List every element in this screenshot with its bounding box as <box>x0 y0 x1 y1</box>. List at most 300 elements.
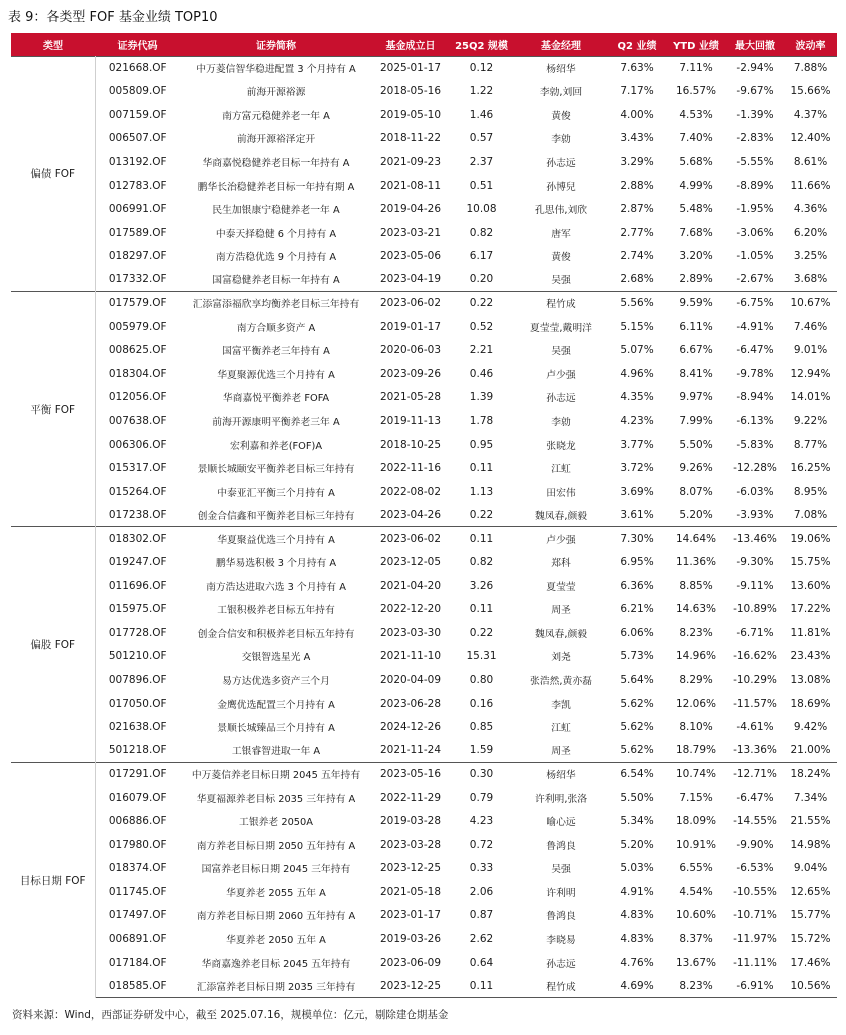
max-drawdown-cell: -1.05% <box>736 250 774 263</box>
fund-code-cell: 006306.OF <box>108 438 167 451</box>
ytd-return-cell: 5.68% <box>679 155 713 168</box>
volatility-cell: 6.20% <box>793 226 828 239</box>
inception-date-cell: 2025-01-17 <box>372 56 449 80</box>
inception-date-cell: 2019-01-17 <box>379 320 442 333</box>
volatility-cell: 12.94% <box>790 367 831 380</box>
fund-code-cell: 017728.OF <box>108 626 167 639</box>
fund-name-cell: 华夏聚益优选三个月持有 A <box>180 527 372 551</box>
q2-return-cell: 5.73% <box>620 650 654 663</box>
fund-name-cell: 华商嘉逸养老目标 2045 五年持有 <box>201 958 351 970</box>
fund-code-cell: 017184.OF <box>108 956 167 969</box>
manager-cell: 李凯 <box>551 699 571 711</box>
manager-cell: 郑科 <box>551 558 571 570</box>
max-drawdown-cell: -12.28% <box>733 462 777 475</box>
volatility-cell: 10.56% <box>784 974 837 998</box>
volatility-cell: 21.55% <box>790 815 831 828</box>
manager-cell: 周圣 <box>514 739 608 763</box>
table-row <box>11 904 837 928</box>
inception-date-cell: 2023-12-25 <box>379 862 442 875</box>
volatility-cell: 16.25% <box>790 462 831 475</box>
volatility-cell: 17.22% <box>790 603 831 616</box>
q2-return-cell: 4.69% <box>608 974 666 998</box>
max-drawdown-cell: -10.89% <box>733 603 777 616</box>
header-type: 类型 <box>11 33 95 56</box>
inception-date-cell: 2023-06-28 <box>379 697 442 710</box>
q2-return-cell: 5.34% <box>620 815 654 828</box>
fund-code-cell: 006886.OF <box>108 815 167 828</box>
fund-name-cell: 国富稳健养老目标一年持有 A <box>180 268 372 292</box>
volatility-cell: 11.81% <box>790 626 831 639</box>
fund-name-cell: 前海开源裕源 <box>246 87 306 99</box>
table-row <box>11 80 837 104</box>
ytd-return-cell: 6.67% <box>679 344 713 357</box>
max-drawdown-cell: -4.61% <box>736 721 774 734</box>
fund-code-cell: 006507.OF <box>108 132 167 145</box>
volatility-cell: 15.77% <box>790 909 831 922</box>
aum-cell: 0.72 <box>469 838 494 851</box>
volatility-cell: 14.98% <box>790 838 831 851</box>
max-drawdown-cell: -6.13% <box>736 414 774 427</box>
fund-name-cell: 交银智选星光 A <box>241 652 311 664</box>
fund-name-cell: 国富平衡养老三年持有 A <box>222 346 330 358</box>
inception-date-cell: 2023-09-26 <box>379 367 442 380</box>
table-row <box>11 221 837 245</box>
q2-return-cell: 5.50% <box>620 791 654 804</box>
volatility-cell: 12.40% <box>790 132 831 145</box>
aum-cell: 0.33 <box>469 862 494 875</box>
inception-date-cell: 2021-11-10 <box>379 650 442 663</box>
source-note: 资料来源：Wind，西部证券研发中心，截至 2025.07.16，规模单位：亿元，剔除建仓期基金 <box>12 1009 449 1021</box>
max-drawdown-cell: -9.11% <box>736 579 774 592</box>
fund-name-cell: 工银睿智进取一年 A <box>180 739 372 763</box>
fund-code-cell: 018585.OF <box>95 974 180 998</box>
aum-cell: 4.23 <box>469 815 494 828</box>
volatility-cell: 12.65% <box>790 885 831 898</box>
aum-cell: 0.11 <box>449 974 514 998</box>
ytd-return-cell: 12.06% <box>675 697 717 710</box>
inception-date-cell: 2022-11-29 <box>379 791 442 804</box>
fund-name-cell: 南方浩稳优选 9 个月持有 A <box>215 252 337 264</box>
table-row <box>11 739 837 763</box>
manager-cell: 许利明 <box>546 887 576 899</box>
volatility-cell: 7.46% <box>793 320 828 333</box>
ytd-return-cell: 7.99% <box>679 414 713 427</box>
max-drawdown-cell: -6.75% <box>726 291 784 315</box>
fund-name-cell: 中泰天择稳健 6 个月持有 A <box>215 228 337 240</box>
aum-cell: 0.57 <box>469 132 494 145</box>
ytd-return-cell: 10.91% <box>675 838 717 851</box>
volatility-cell: 18.24% <box>784 762 837 786</box>
aum-cell: 0.16 <box>469 697 494 710</box>
aum-cell: 2.21 <box>469 344 494 357</box>
ytd-return-cell: 10.74% <box>666 762 726 786</box>
inception-date-cell: 2018-11-22 <box>379 132 442 145</box>
inception-date-cell: 2019-04-26 <box>379 203 442 216</box>
aum-cell: 0.22 <box>449 503 514 527</box>
ytd-return-cell: 4.54% <box>679 885 713 898</box>
header-aum: 25Q2 规模 <box>449 33 514 56</box>
fund-code-cell: 017497.OF <box>108 909 167 922</box>
ytd-return-cell: 5.20% <box>666 503 726 527</box>
inception-date-cell: 2023-05-06 <box>379 250 442 263</box>
table-row <box>11 433 837 457</box>
q2-return-cell: 3.77% <box>620 438 654 451</box>
table-row <box>11 315 837 339</box>
fund-name-cell: 金鹰优选配置三个月持有 A <box>217 699 335 711</box>
max-drawdown-cell: -10.71% <box>733 909 777 922</box>
max-drawdown-cell: -9.67% <box>736 85 774 98</box>
fund-code-cell: 501218.OF <box>95 739 180 763</box>
aum-cell: 2.06 <box>469 885 494 898</box>
inception-date-cell: 2023-06-02 <box>372 291 449 315</box>
max-drawdown-cell: -11.97% <box>733 933 777 945</box>
fund-code-cell: 017980.OF <box>108 838 167 851</box>
table-row <box>11 480 837 504</box>
q2-return-cell: 5.20% <box>620 838 654 851</box>
fund-code-cell: 006991.OF <box>108 203 167 216</box>
q2-return-cell: 4.76% <box>620 956 654 969</box>
table-row <box>11 621 837 645</box>
max-drawdown-cell: -6.71% <box>736 626 774 639</box>
volatility-cell: 14.01% <box>790 391 831 404</box>
table-row <box>11 880 837 904</box>
table-row <box>11 810 837 834</box>
inception-date-cell: 2021-08-11 <box>379 179 442 192</box>
manager-cell: 卢少强 <box>546 369 576 381</box>
fund-name-cell: 景顺长城颐安平衡养老目标三年持有 <box>197 464 355 476</box>
ytd-return-cell: 4.53% <box>679 108 713 121</box>
fund-code-cell: 018304.OF <box>108 367 167 380</box>
manager-cell: 李勍 <box>551 416 571 428</box>
table-row <box>11 197 837 221</box>
table-row <box>11 56 837 80</box>
aum-cell: 0.80 <box>469 673 494 686</box>
max-drawdown-cell: -9.78% <box>736 367 774 380</box>
volatility-cell: 3.68% <box>784 268 837 292</box>
aum-cell: 0.11 <box>469 603 494 616</box>
volatility-cell: 8.95% <box>793 485 828 498</box>
volatility-cell: 9.04% <box>793 862 828 875</box>
max-drawdown-cell: -12.71% <box>726 762 784 786</box>
fund-code-cell: 017050.OF <box>108 697 167 710</box>
q2-return-cell: 4.35% <box>620 391 654 404</box>
inception-date-cell: 2023-04-19 <box>372 268 449 292</box>
aum-cell: 1.39 <box>469 391 494 404</box>
fund-code-cell: 007638.OF <box>108 414 167 427</box>
table-row <box>11 527 837 551</box>
fund-name-cell: 汇添富养老目标日期 2035 三年持有 <box>180 974 372 998</box>
inception-date-cell: 2019-05-10 <box>379 108 442 121</box>
fund-code-cell: 016079.OF <box>108 791 167 804</box>
q2-return-cell: 5.07% <box>620 344 654 357</box>
fund-code-cell: 008625.OF <box>108 344 167 357</box>
manager-cell: 黄俊 <box>551 252 571 264</box>
table-row <box>11 386 837 410</box>
table-row <box>11 268 837 292</box>
aum-cell: 0.22 <box>469 626 494 639</box>
fund-name-cell: 南方浩达进取六选 3 个月持有 A <box>206 581 346 593</box>
inception-date-cell: 2023-03-30 <box>379 626 442 639</box>
ytd-return-cell: 4.99% <box>679 179 713 192</box>
max-drawdown-cell: -5.55% <box>736 155 774 168</box>
ytd-return-cell: 14.96% <box>675 650 717 663</box>
table-row <box>11 103 837 127</box>
manager-cell: 程竹成 <box>514 974 608 998</box>
q2-return-cell: 5.56% <box>608 291 666 315</box>
table-row <box>11 645 837 669</box>
fund-code-cell: 015264.OF <box>108 485 167 498</box>
fof-performance-table-wrapper <box>11 33 837 998</box>
q2-return-cell: 6.95% <box>620 556 654 569</box>
max-drawdown-cell: -10.55% <box>733 885 777 898</box>
fund-name-cell: 南方养老目标日期 2060 五年持有 A <box>196 911 356 923</box>
manager-cell: 吴强 <box>551 864 571 876</box>
inception-date-cell: 2022-12-20 <box>379 603 442 616</box>
inception-date-cell: 2023-12-05 <box>379 556 442 569</box>
volatility-cell: 7.08% <box>784 503 837 527</box>
ytd-return-cell: 7.15% <box>679 791 713 804</box>
fund-name-cell: 华夏聚源优选三个月持有 A <box>217 369 335 381</box>
manager-cell: 孙博兒 <box>546 181 576 193</box>
inception-date-cell: 2020-04-09 <box>379 673 442 686</box>
header-ytd-return: YTD 业绩 <box>666 33 726 56</box>
q2-return-cell: 4.00% <box>620 108 654 121</box>
fund-name-cell: 鹏华长治稳健养老目标一年持有期 A <box>197 181 355 193</box>
ytd-return-cell: 16.57% <box>675 85 717 98</box>
q2-return-cell: 4.83% <box>620 909 654 922</box>
inception-date-cell: 2019-03-28 <box>379 815 442 828</box>
table-row <box>11 456 837 480</box>
max-drawdown-cell: -2.67% <box>726 268 784 292</box>
fund-code-cell: 021638.OF <box>108 721 167 734</box>
aum-cell: 1.13 <box>469 485 494 498</box>
category-cell: 平衡 FOF <box>11 291 95 526</box>
q2-return-cell: 2.68% <box>608 268 666 292</box>
header-row <box>11 33 837 56</box>
category-cell: 目标日期 FOF <box>11 762 95 997</box>
ytd-return-cell: 18.09% <box>675 815 717 828</box>
fund-name-cell: 华商嘉悦稳健养老目标一年持有 A <box>202 157 350 169</box>
ytd-return-cell: 2.89% <box>666 268 726 292</box>
ytd-return-cell: 8.23% <box>666 974 726 998</box>
volatility-cell: 23.43% <box>790 650 831 663</box>
manager-cell: 夏莹莹,戴明洋 <box>530 322 592 334</box>
table-row <box>11 174 837 198</box>
q2-return-cell: 3.61% <box>608 503 666 527</box>
manager-cell: 卢少强 <box>514 527 608 551</box>
max-drawdown-cell: -10.29% <box>733 673 777 686</box>
inception-date-cell: 2019-03-26 <box>379 933 442 945</box>
aum-cell: 0.64 <box>469 956 494 969</box>
volatility-cell: 19.06% <box>784 527 837 551</box>
inception-date-cell: 2023-06-09 <box>379 956 442 969</box>
aum-cell: 0.82 <box>469 556 494 569</box>
aum-cell: 0.20 <box>449 268 514 292</box>
inception-date-cell: 2020-06-03 <box>379 344 442 357</box>
volatility-cell: 8.61% <box>793 155 828 168</box>
table-row <box>11 127 837 151</box>
manager-cell: 孔思伟,刘欣 <box>534 205 588 217</box>
table-row <box>11 762 837 786</box>
inception-date-cell: 2023-04-26 <box>372 503 449 527</box>
fund-name-cell: 宏利嘉和养老(FOF)A <box>229 440 323 452</box>
aum-cell: 3.26 <box>469 579 494 592</box>
inception-date-cell: 2023-05-16 <box>372 762 449 786</box>
max-drawdown-cell: -13.36% <box>726 739 784 763</box>
table-row <box>11 857 837 881</box>
manager-cell: 程竹成 <box>514 291 608 315</box>
q2-return-cell: 2.74% <box>620 250 654 263</box>
manager-cell: 魏凤春,颜毅 <box>534 628 588 640</box>
q2-return-cell: 4.91% <box>620 885 654 898</box>
fund-code-cell: 017238.OF <box>95 503 180 527</box>
aum-cell: 0.12 <box>449 56 514 80</box>
manager-cell: 喻心远 <box>546 817 576 829</box>
max-drawdown-cell: -9.90% <box>736 838 774 851</box>
manager-cell: 李晓易 <box>546 935 576 946</box>
q2-return-cell: 7.30% <box>608 527 666 551</box>
q2-return-cell: 6.06% <box>620 626 654 639</box>
fund-code-cell: 018302.OF <box>95 527 180 551</box>
q2-return-cell: 6.36% <box>620 579 654 592</box>
ytd-return-cell: 8.07% <box>679 485 713 498</box>
max-drawdown-cell: -2.83% <box>736 132 774 145</box>
fund-code-cell: 017332.OF <box>95 268 180 292</box>
q2-return-cell: 2.87% <box>620 203 654 216</box>
table-row <box>11 291 837 315</box>
volatility-cell: 9.22% <box>793 414 828 427</box>
ytd-return-cell: 7.11% <box>666 56 726 80</box>
fund-name-cell: 华夏福源养老目标 2035 三年持有 A <box>196 793 356 805</box>
max-drawdown-cell: -6.03% <box>736 485 774 498</box>
ytd-return-cell: 3.20% <box>679 250 713 263</box>
table-row <box>11 339 837 363</box>
volatility-cell: 15.66% <box>790 85 831 98</box>
ytd-return-cell: 14.64% <box>666 527 726 551</box>
q2-return-cell: 7.63% <box>608 56 666 80</box>
header-name: 证券简称 <box>180 33 372 56</box>
manager-cell: 杨绍华 <box>514 762 608 786</box>
volatility-cell: 8.77% <box>793 438 828 451</box>
fund-code-cell: 007159.OF <box>108 108 167 121</box>
inception-date-cell: 2021-05-18 <box>379 885 442 898</box>
volatility-cell: 3.25% <box>793 250 828 263</box>
inception-date-cell: 2021-11-24 <box>372 739 449 763</box>
inception-date-cell: 2023-06-02 <box>372 527 449 551</box>
volatility-cell: 13.60% <box>790 579 831 592</box>
ytd-return-cell: 8.41% <box>679 367 713 380</box>
inception-date-cell: 2021-09-23 <box>379 155 442 168</box>
category-cell: 偏债 FOF <box>11 56 95 291</box>
fund-name-cell: 南方养老目标日期 2050 五年持有 A <box>196 840 356 852</box>
fund-name-cell: 南方富元稳健养老一年 A <box>222 110 330 122</box>
manager-cell: 吴强 <box>514 268 608 292</box>
manager-cell: 鲁鸿良 <box>546 840 576 852</box>
ytd-return-cell: 8.29% <box>679 673 713 686</box>
q2-return-cell: 4.96% <box>620 367 654 380</box>
fund-name-cell: 前海开源康明平衡养老三年 A <box>212 416 340 428</box>
max-drawdown-cell: -11.11% <box>733 956 777 969</box>
ytd-return-cell: 14.63% <box>675 603 717 616</box>
aum-cell: 1.46 <box>469 108 494 121</box>
fund-code-cell: 015975.OF <box>108 603 167 616</box>
inception-date-cell: 2023-03-21 <box>379 226 442 239</box>
max-drawdown-cell: -3.06% <box>736 226 774 239</box>
max-drawdown-cell: -8.89% <box>736 179 774 192</box>
manager-cell: 张晓龙 <box>546 440 576 452</box>
volatility-cell: 15.72% <box>790 933 831 945</box>
fund-name-cell: 中万菱信智华稳进配置 3 个月持有 A <box>180 56 372 80</box>
table-title: 表 9：各类型 FOF 基金业绩 TOP10 <box>8 10 218 25</box>
aum-cell: 0.46 <box>469 367 494 380</box>
table-row <box>11 715 837 739</box>
inception-date-cell: 2023-03-28 <box>379 838 442 851</box>
table-row <box>11 692 837 716</box>
inception-date-cell: 2019-11-13 <box>379 414 442 427</box>
max-drawdown-cell: -6.47% <box>736 344 774 357</box>
q2-return-cell: 2.88% <box>620 179 654 192</box>
manager-cell: 李勍 <box>551 134 571 146</box>
ytd-return-cell: 5.48% <box>679 203 713 216</box>
aum-cell: 1.59 <box>449 739 514 763</box>
max-drawdown-cell: -13.46% <box>726 527 784 551</box>
volatility-cell: 11.66% <box>790 179 831 192</box>
q2-return-cell: 5.15% <box>620 320 654 333</box>
fund-name-cell: 华商嘉悦平衡养老 FOFA <box>222 393 330 405</box>
q2-return-cell: 3.43% <box>620 132 654 145</box>
table-row <box>11 927 837 951</box>
volatility-cell: 4.36% <box>793 203 828 216</box>
fund-code-cell: 501210.OF <box>108 650 167 663</box>
max-drawdown-cell: -1.39% <box>736 108 774 121</box>
ytd-return-cell: 8.10% <box>679 721 713 734</box>
fund-code-cell: 007896.OF <box>108 673 167 686</box>
aum-cell: 0.79 <box>469 791 494 804</box>
q2-return-cell: 6.54% <box>608 762 666 786</box>
manager-cell: 吴强 <box>551 346 571 358</box>
fund-code-cell: 006891.OF <box>108 933 167 945</box>
header-q2-return: Q2 业绩 <box>608 33 666 56</box>
aum-cell: 6.17 <box>469 250 494 263</box>
ytd-return-cell: 8.37% <box>679 933 713 945</box>
fund-code-cell: 017291.OF <box>95 762 180 786</box>
q2-return-cell: 5.62% <box>620 697 654 710</box>
fund-name-cell: 鹏华易选积极 3 个月持有 A <box>215 558 337 570</box>
max-drawdown-cell: -3.93% <box>726 503 784 527</box>
category-cell: 偏股 FOF <box>11 527 95 762</box>
ytd-return-cell: 9.97% <box>679 391 713 404</box>
table-row <box>11 244 837 268</box>
fund-code-cell: 013192.OF <box>108 155 167 168</box>
aum-cell: 0.82 <box>469 226 494 239</box>
fund-name-cell: 民生加银康宁稳健养老一年 A <box>212 205 340 217</box>
fund-code-cell: 005979.OF <box>108 320 167 333</box>
q2-return-cell: 5.64% <box>620 673 654 686</box>
manager-cell: 刘尧 <box>551 652 571 664</box>
volatility-cell: 4.37% <box>793 108 828 121</box>
fund-name-cell: 工银积极养老目标五年持有 <box>217 605 335 617</box>
fund-code-cell: 019247.OF <box>108 556 167 569</box>
fund-code-cell: 005809.OF <box>108 85 167 98</box>
fund-name-cell: 景顺长城臻品三个月持有 A <box>217 723 335 735</box>
volatility-cell: 13.08% <box>790 673 831 686</box>
ytd-return-cell: 10.60% <box>675 909 717 922</box>
max-drawdown-cell: -8.94% <box>736 391 774 404</box>
fund-code-cell: 021668.OF <box>95 56 180 80</box>
table-row <box>11 550 837 574</box>
fund-name-cell: 创金合信安和积极养老目标五年持有 <box>197 628 355 640</box>
fund-name-cell: 华夏养老 2050 五年 A <box>226 935 326 946</box>
